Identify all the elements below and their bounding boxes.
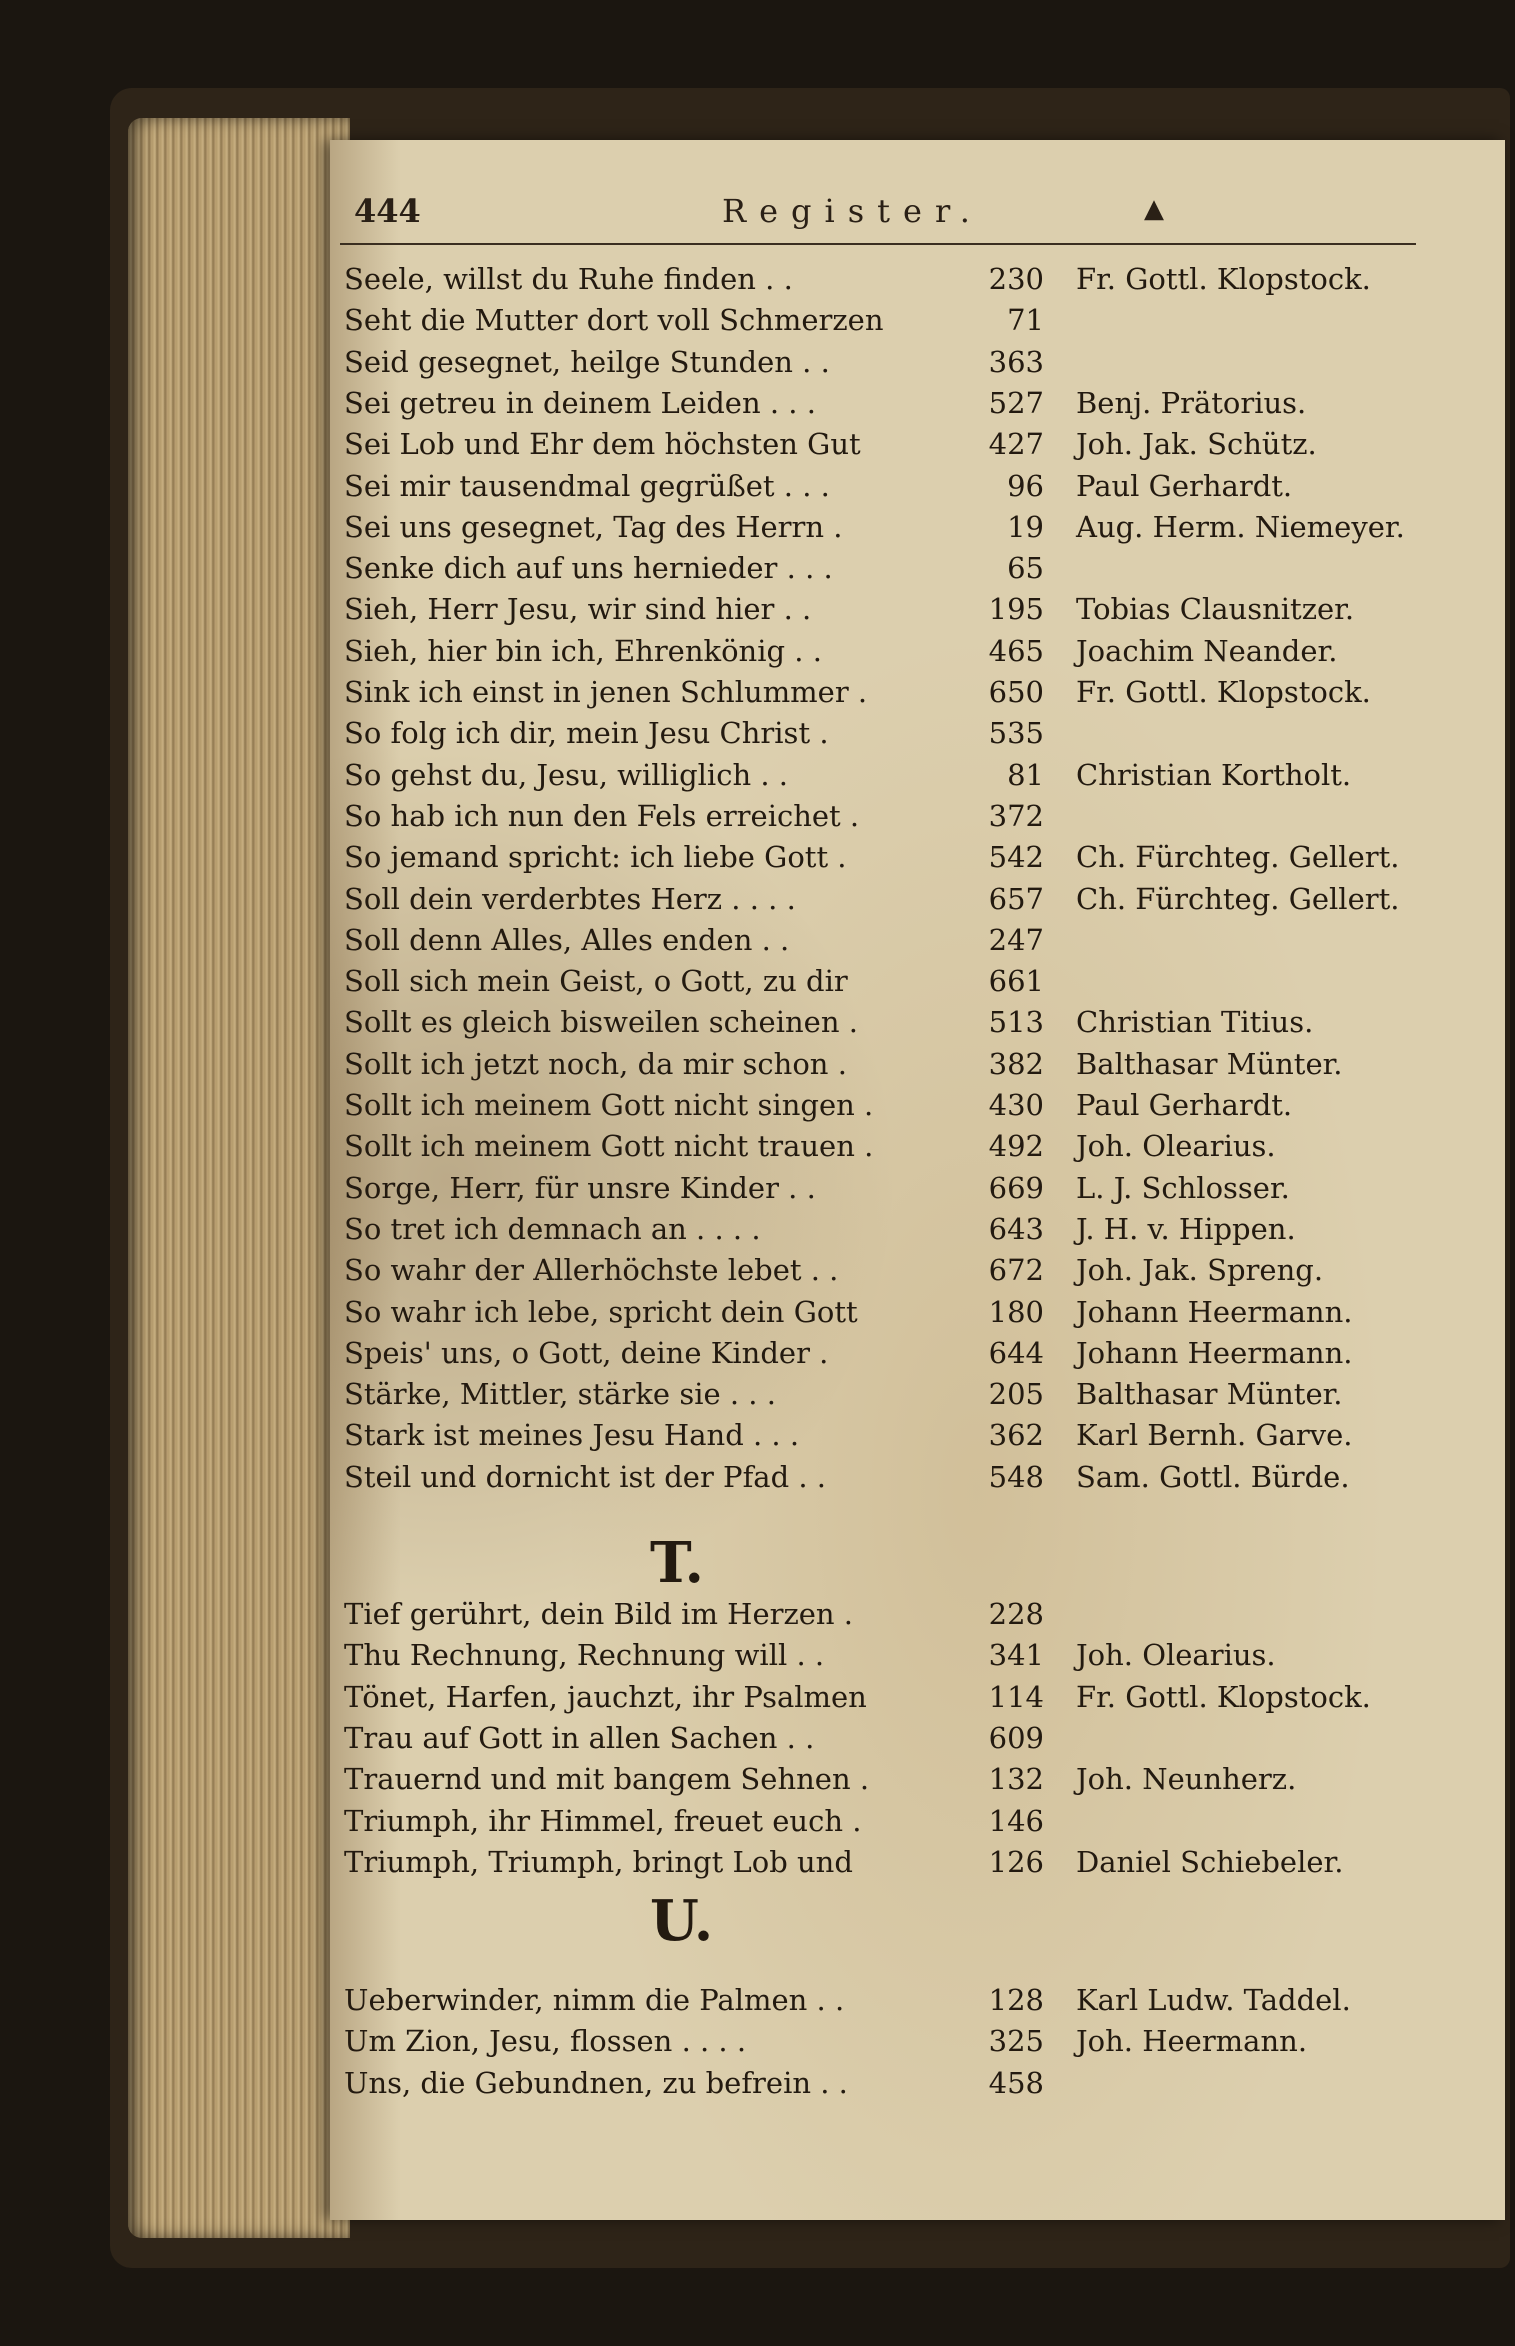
register-entry bbox=[344, 1721, 1444, 1761]
entry-number: 81 bbox=[1007, 757, 1044, 792]
entry-number: 195 bbox=[988, 592, 1044, 627]
entry-author: Daniel Schiebeler. bbox=[1076, 1844, 1344, 1879]
entry-number: 465 bbox=[988, 633, 1044, 668]
entry-author: Joh. Heermann. bbox=[1076, 2024, 1308, 2059]
entry-number: 96 bbox=[1007, 468, 1044, 503]
entry-number: 372 bbox=[988, 798, 1044, 833]
entry-author: Joh. Jak. Schütz. bbox=[1076, 427, 1317, 462]
register-entry bbox=[344, 2024, 1444, 2064]
entry-title: So tret ich demnach an . . . . bbox=[344, 1211, 761, 1246]
entry-number: 65 bbox=[1007, 551, 1044, 586]
entry-title: Trauernd und mit bangem Sehnen . bbox=[344, 1762, 870, 1797]
entry-title: Um Zion, Jesu, flossen . . . . bbox=[344, 2024, 747, 2059]
entry-title: Sieh, Herr Jesu, wir sind hier . . bbox=[344, 592, 812, 627]
entry-title: Triumph, ihr Himmel, freuet euch . bbox=[344, 1803, 862, 1838]
register-entry bbox=[344, 345, 1444, 385]
entry-number: 230 bbox=[988, 262, 1044, 296]
entry-title: Soll dein verderbtes Herz . . . . bbox=[344, 881, 796, 916]
entry-number: 341 bbox=[988, 1638, 1044, 1673]
page-number: 444 bbox=[354, 192, 421, 230]
page-header bbox=[354, 192, 1414, 242]
entry-title: Sollt ich meinem Gott nicht trauen . bbox=[344, 1129, 874, 1164]
register-entry bbox=[344, 882, 1444, 922]
entry-author: Fr. Gottl. Klopstock. bbox=[1076, 1679, 1371, 1714]
entry-title: Sollt es gleich bisweilen scheinen . bbox=[344, 1005, 858, 1040]
entry-number: 513 bbox=[988, 1005, 1044, 1040]
entry-title: Sei mir tausendmal gegrüßet . . . bbox=[344, 468, 830, 503]
section-letter-u: U. bbox=[650, 1888, 714, 1954]
entry-title: Sink ich einst in jenen Schlummer . bbox=[344, 675, 868, 709]
register-entry bbox=[344, 1336, 1444, 1376]
entry-number: 661 bbox=[988, 964, 1044, 999]
register-entry bbox=[344, 2066, 1444, 2106]
entry-number: 548 bbox=[988, 1459, 1044, 1494]
entry-author: Joachim Neander. bbox=[1076, 633, 1338, 668]
entry-number: 228 bbox=[988, 1597, 1044, 1631]
entry-title: Trau auf Gott in allen Sachen . . bbox=[344, 1720, 815, 1755]
register-entry bbox=[344, 1845, 1444, 1885]
entry-title: Tönet, Harfen, jauchzt, ihr Psalmen bbox=[344, 1679, 867, 1714]
entry-author: Balthasar Münter. bbox=[1076, 1046, 1343, 1081]
entry-number: 458 bbox=[988, 2065, 1044, 2100]
entry-author: Joh. Jak. Spreng. bbox=[1076, 1253, 1324, 1288]
entry-number: 382 bbox=[988, 1046, 1044, 1081]
entry-number: 430 bbox=[988, 1088, 1044, 1122]
entry-author: Aug. Herm. Niemeyer. bbox=[1076, 509, 1405, 544]
register-entry bbox=[344, 1129, 1444, 1169]
entry-number: 609 bbox=[988, 1720, 1044, 1755]
entry-title: Sei Lob und Ehr dem höchsten Gut bbox=[344, 427, 861, 462]
register-entry bbox=[344, 675, 1444, 715]
entry-title: Sollt ich jetzt noch, da mir schon . bbox=[344, 1046, 847, 1081]
entry-author: L. J. Schlosser. bbox=[1076, 1170, 1290, 1205]
entry-number: 643 bbox=[988, 1211, 1044, 1246]
register-entry bbox=[344, 262, 1444, 302]
entry-title: So wahr der Allerhöchste lebet . . bbox=[344, 1253, 839, 1288]
entry-title: So jemand spricht: ich liebe Gott . bbox=[344, 840, 847, 875]
entry-title: Seele, willst du Ruhe finden . . bbox=[344, 262, 793, 296]
entry-title: Seht die Mutter dort voll Schmerzen bbox=[344, 303, 884, 338]
register-entry bbox=[344, 1171, 1444, 1211]
register-entry bbox=[344, 551, 1444, 591]
register-entry bbox=[344, 1460, 1444, 1500]
entry-author: Balthasar Münter. bbox=[1076, 1377, 1343, 1412]
entry-author: Tobias Clausnitzer. bbox=[1076, 592, 1355, 627]
entry-title: So gehst du, Jesu, williglich . . bbox=[344, 757, 788, 792]
register-entry bbox=[344, 1295, 1444, 1335]
register-entry bbox=[344, 964, 1444, 1004]
entry-title: Speis' uns, o Gott, deine Kinder . bbox=[344, 1335, 829, 1370]
entry-title: Soll denn Alles, Alles enden . . bbox=[344, 922, 790, 957]
entry-title: Soll sich mein Geist, o Gott, zu dir bbox=[344, 964, 848, 999]
entry-number: 146 bbox=[988, 1803, 1044, 1838]
entry-author: Joh. Olearius. bbox=[1076, 1129, 1276, 1164]
entry-author: Sam. Gottl. Bürde. bbox=[1076, 1459, 1350, 1494]
register-entry bbox=[344, 1088, 1444, 1128]
entry-author: Johann Heermann. bbox=[1076, 1335, 1353, 1370]
header-rule bbox=[340, 243, 1416, 245]
entry-number: 657 bbox=[988, 881, 1044, 916]
entry-title: Steil und dornicht ist der Pfad . . bbox=[344, 1459, 827, 1494]
entry-title: Thu Rechnung, Rechnung will . . bbox=[344, 1638, 825, 1673]
register-entry bbox=[344, 799, 1444, 839]
entry-author: Karl Bernh. Garve. bbox=[1076, 1418, 1353, 1453]
page-edges bbox=[128, 118, 350, 2238]
entry-title: Sollt ich meinem Gott nicht singen . bbox=[344, 1088, 874, 1122]
entry-title: So hab ich nun den Fels erreichet . bbox=[344, 798, 860, 833]
register-entry bbox=[344, 469, 1444, 509]
register-entry bbox=[344, 592, 1444, 632]
entry-title: Triumph, Triumph, bringt Lob und bbox=[344, 1844, 853, 1879]
entry-title: Sei getreu in deinem Leiden . . . bbox=[344, 385, 816, 420]
entry-number: 19 bbox=[1007, 509, 1044, 544]
entry-number: 669 bbox=[988, 1170, 1044, 1205]
register-entry bbox=[344, 1597, 1444, 1637]
register-entry bbox=[344, 1377, 1444, 1417]
running-title: Register. bbox=[722, 192, 983, 230]
entry-author: Paul Gerhardt. bbox=[1076, 1088, 1293, 1122]
entry-number: 247 bbox=[988, 922, 1044, 957]
register-entry bbox=[344, 1253, 1444, 1293]
entry-author: Johann Heermann. bbox=[1076, 1294, 1353, 1329]
entry-title: Sei uns gesegnet, Tag des Herrn . bbox=[344, 509, 843, 544]
entry-number: 542 bbox=[988, 840, 1044, 875]
register-entry bbox=[344, 1804, 1444, 1844]
register-entry bbox=[344, 1005, 1444, 1045]
entry-number: 492 bbox=[988, 1129, 1044, 1164]
entry-title: Senke dich auf uns hernieder . . . bbox=[344, 551, 833, 586]
entry-number: 362 bbox=[988, 1418, 1044, 1453]
entry-author: Ch. Fürchteg. Gellert. bbox=[1076, 881, 1400, 916]
entry-number: 672 bbox=[988, 1253, 1044, 1288]
entry-number: 325 bbox=[988, 2024, 1044, 2059]
entry-author: Christian Kortholt. bbox=[1076, 757, 1352, 792]
register-entry bbox=[344, 716, 1444, 756]
register-entry bbox=[344, 1212, 1444, 1252]
ornament-mark: ▲ bbox=[1144, 194, 1164, 224]
entry-title: Seid gesegnet, heilge Stunden . . bbox=[344, 344, 830, 379]
entry-number: 132 bbox=[988, 1762, 1044, 1797]
entry-title: Sorge, Herr, für unsre Kinder . . bbox=[344, 1170, 816, 1205]
register-entry bbox=[344, 427, 1444, 467]
entry-title: So folg ich dir, mein Jesu Christ . bbox=[344, 716, 829, 751]
entry-author: Karl Ludw. Taddel. bbox=[1076, 1983, 1351, 2017]
entry-title: Stärke, Mittler, stärke sie . . . bbox=[344, 1377, 776, 1412]
entry-author: Christian Titius. bbox=[1076, 1005, 1314, 1040]
register-entry bbox=[344, 758, 1444, 798]
entry-number: 71 bbox=[1007, 303, 1044, 338]
entry-number: 644 bbox=[988, 1335, 1044, 1370]
entry-author: Joh. Olearius. bbox=[1076, 1638, 1276, 1673]
entry-author: Fr. Gottl. Klopstock. bbox=[1076, 675, 1371, 709]
entry-title: Stark ist meines Jesu Hand . . . bbox=[344, 1418, 800, 1453]
register-entry bbox=[344, 1983, 1444, 2023]
entry-number: 427 bbox=[988, 427, 1044, 462]
entry-title: So wahr ich lebe, spricht dein Gott bbox=[344, 1294, 858, 1329]
register-entry bbox=[344, 1418, 1444, 1458]
entry-number: 527 bbox=[988, 385, 1044, 420]
entry-number: 128 bbox=[988, 1983, 1044, 2017]
entry-author: Paul Gerhardt. bbox=[1076, 468, 1293, 503]
entry-author: Ch. Fürchteg. Gellert. bbox=[1076, 840, 1400, 875]
entry-author: Joh. Neunherz. bbox=[1076, 1762, 1297, 1797]
register-entry bbox=[344, 386, 1444, 426]
register-entry bbox=[344, 1680, 1444, 1720]
entry-author: Benj. Prätorius. bbox=[1076, 385, 1307, 420]
entry-number: 180 bbox=[988, 1294, 1044, 1329]
section-letter-t: T. bbox=[650, 1530, 704, 1596]
register-entry bbox=[344, 923, 1444, 963]
entry-author: Fr. Gottl. Klopstock. bbox=[1076, 262, 1371, 296]
register-entry bbox=[344, 1047, 1444, 1087]
entry-number: 205 bbox=[988, 1377, 1044, 1412]
entry-title: Sieh, hier bin ich, Ehrenkönig . . bbox=[344, 633, 822, 668]
register-entry bbox=[344, 634, 1444, 674]
entry-number: 114 bbox=[988, 1679, 1044, 1714]
entry-number: 535 bbox=[988, 716, 1044, 751]
entry-title: Ueberwinder, nimm die Palmen . . bbox=[344, 1983, 845, 2017]
entry-number: 363 bbox=[988, 344, 1044, 379]
register-entry bbox=[344, 510, 1444, 550]
entry-title: Uns, die Gebundnen, zu befrein . . bbox=[344, 2065, 848, 2100]
entry-title: Tief gerührt, dein Bild im Herzen . bbox=[344, 1597, 854, 1631]
register-entry bbox=[344, 303, 1444, 343]
entry-author: J. H. v. Hippen. bbox=[1076, 1211, 1296, 1246]
entry-number: 126 bbox=[988, 1844, 1044, 1879]
register-entry bbox=[344, 1638, 1444, 1678]
register-entry bbox=[344, 1762, 1444, 1802]
register-entry bbox=[344, 840, 1444, 880]
entry-number: 650 bbox=[988, 675, 1044, 709]
